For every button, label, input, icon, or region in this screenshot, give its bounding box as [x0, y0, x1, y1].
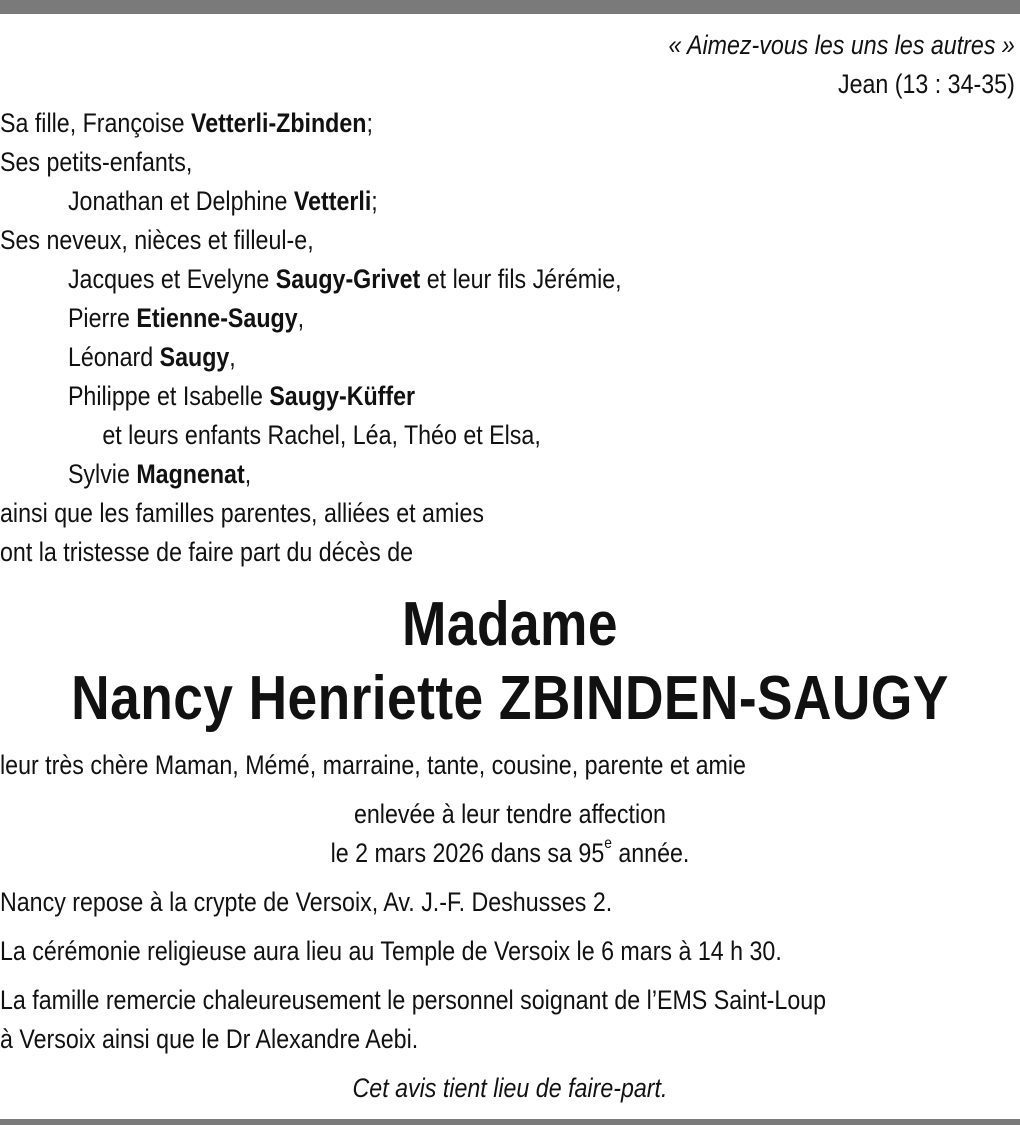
- thanks-line-1: La famille remercie chaleureusement le personnel soignant de l’EMS Saint-Loup: [0, 985, 827, 1015]
- nephew-line-5: [0, 455, 1020, 494]
- nephew-2-suffix: ,: [297, 303, 305, 333]
- grandchildren-line: [0, 182, 1020, 221]
- nephew-3-prefix: Léonard: [67, 342, 160, 372]
- closing-line-2: ont la tristesse de faire part du décès de: [0, 537, 414, 567]
- nephew-line-2: [0, 299, 1020, 338]
- nephew-3-name: Saugy: [159, 342, 230, 372]
- nephew-4-children: et leurs enfants Rachel, Léa, Théo et Elsa,: [102, 420, 541, 450]
- nephew-1-suffix: et leur fils Jérémie,: [420, 264, 622, 294]
- rest-line: Nancy repose à la crypte de Versoix, Av. J.-F. Deshusses 2.: [0, 887, 613, 917]
- daughter-prefix: Sa fille, Françoise: [0, 108, 192, 138]
- grandchildren-name: Vetterli: [293, 186, 372, 216]
- grandchildren-prefix: Jonathan et Delphine: [67, 186, 294, 216]
- nephew-1-name: Saugy-Grivet: [275, 264, 421, 294]
- closing-line-1: ainsi que les familles parentes, alliées et amies: [0, 498, 484, 528]
- top-rule: [0, 0, 1020, 14]
- nephew-2-name: Etienne-Saugy: [136, 303, 298, 333]
- bottom-rule: [0, 1119, 1020, 1125]
- nephew-line-4: [0, 377, 1020, 416]
- daughter-name: Vetterli-Zbinden: [191, 108, 367, 138]
- nephew-5-name: Magnenat: [136, 459, 245, 489]
- nephew-3-suffix: ,: [229, 342, 236, 372]
- nephew-2-prefix: Pierre: [67, 303, 137, 333]
- nephew-line-1: [0, 260, 1020, 299]
- nephew-4-prefix: Philippe et Isabelle: [67, 381, 270, 411]
- epigraph-reference: Jean (13 : 34-35): [837, 69, 1015, 99]
- thanks-line-2: à Versoix ainsi que le Dr Alexandre Aebi.: [0, 1024, 419, 1054]
- relation-line: leur très chère Maman, Mémé, marraine, tante, cousine, parente et amie: [0, 750, 746, 780]
- deceased-name: Nancy Henriette ZBINDEN-SAUGY: [71, 664, 949, 733]
- epigraph-quote: « Aimez-vous les uns les autres »: [668, 30, 1015, 60]
- date-prefix: le 2 mars 2026 dans sa 95: [330, 838, 605, 868]
- grandchildren-suffix: ;: [371, 186, 378, 216]
- nephew-1-prefix: Jacques et Evelyne: [67, 264, 276, 294]
- deceased-title: Madame: [402, 590, 618, 659]
- ceremony-line: La cérémonie religieuse aura lieu au Temple de Versoix le 6 mars à 14 h 30.: [0, 936, 782, 966]
- date-suffix: année.: [611, 838, 690, 868]
- nephew-5-suffix: ,: [244, 459, 252, 489]
- nephew-line-3: [0, 338, 1020, 377]
- date-superscript: e: [604, 835, 612, 852]
- taken-line: enlevée à leur tendre affection: [353, 799, 666, 829]
- nephews-label: Ses neveux, nièces et filleul-e,: [0, 225, 314, 255]
- daughter-suffix: ;: [366, 108, 373, 138]
- notice-line: Cet avis tient lieu de faire-part.: [352, 1073, 668, 1103]
- date-line: [0, 834, 1020, 873]
- nephew-5-prefix: Sylvie: [67, 459, 137, 489]
- grandchildren-label: Ses petits-enfants,: [0, 147, 193, 177]
- daughter-line: [0, 104, 1020, 143]
- obituary-notice: [0, 26, 1020, 1108]
- nephew-4-name: Saugy-Küffer: [269, 381, 416, 411]
